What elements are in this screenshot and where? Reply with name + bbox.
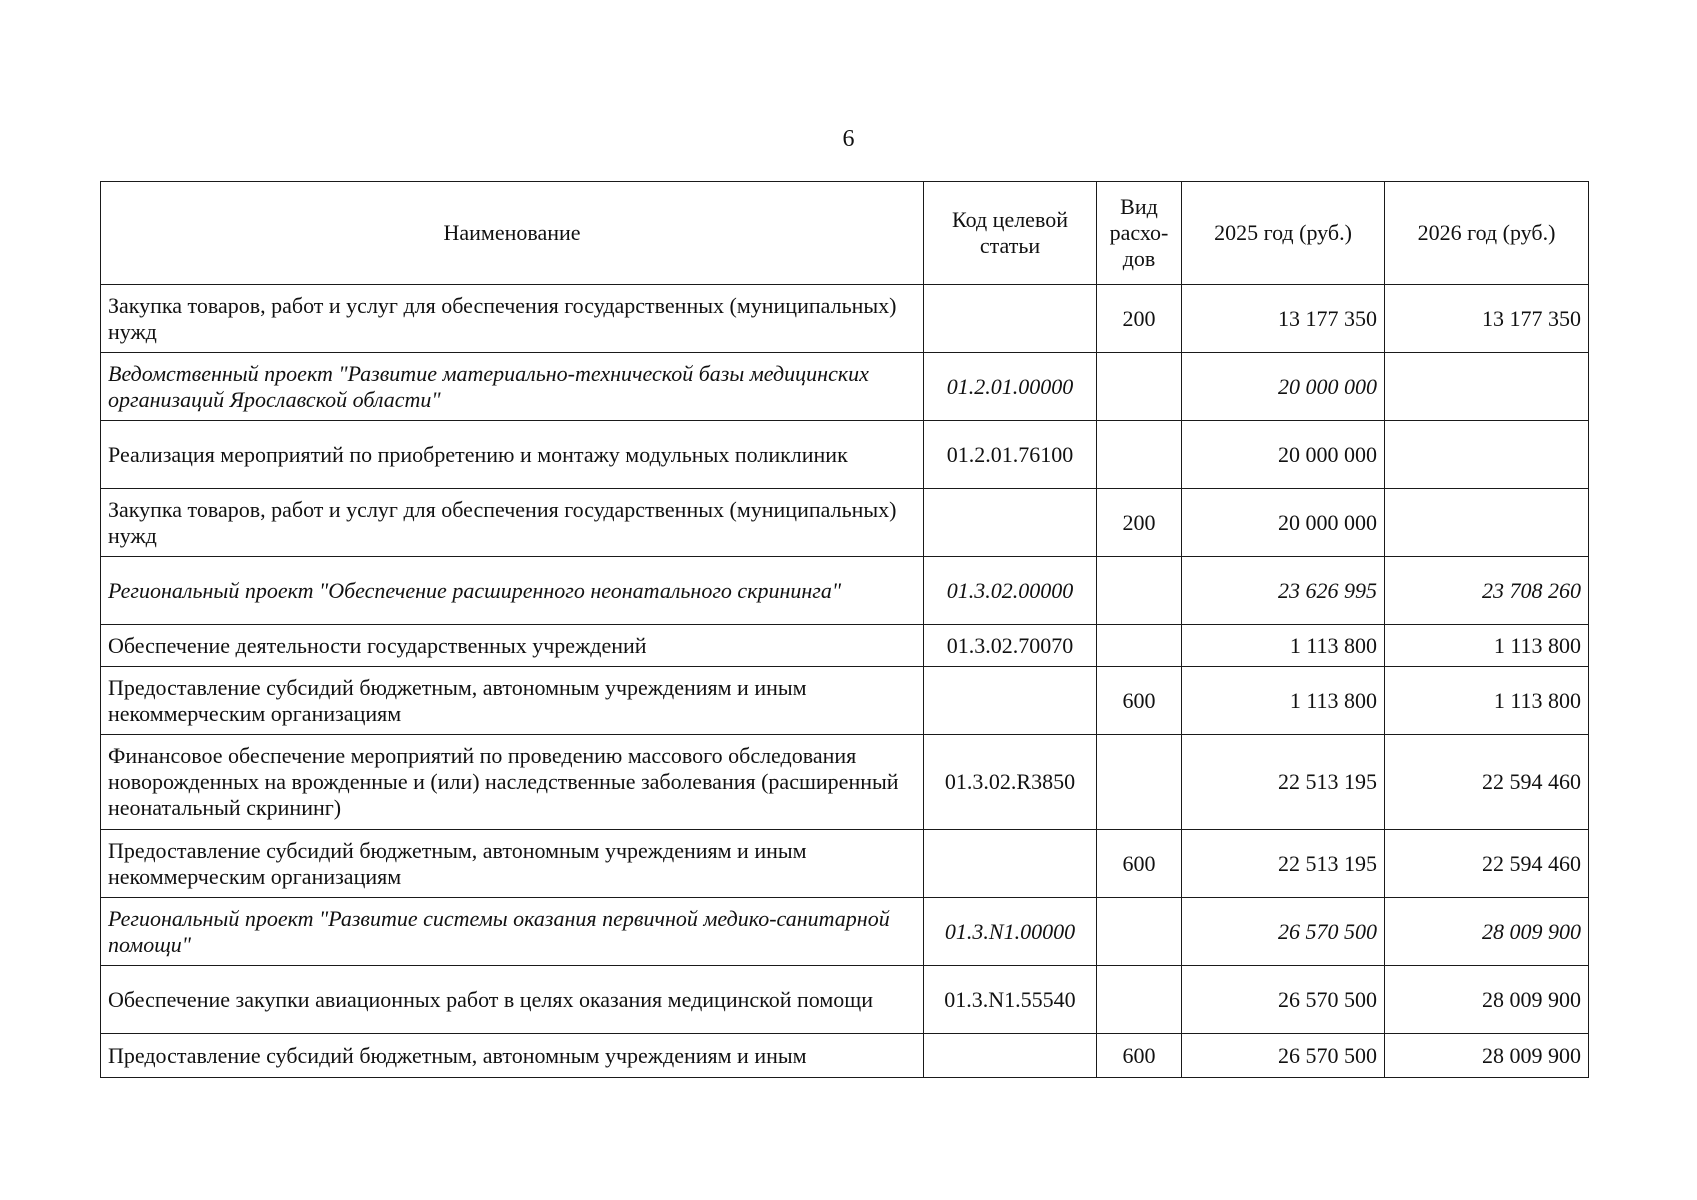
- header-kind: Вид расхо-дов: [1097, 182, 1182, 285]
- row-2026-cell: 13 177 350: [1385, 285, 1589, 353]
- row-kind-cell: 600: [1097, 1034, 1182, 1078]
- row-name-cell: Обеспечение деятельности государственных учреждений: [101, 625, 924, 667]
- table-row: [101, 966, 1589, 1034]
- row-kind-cell: 200: [1097, 285, 1182, 353]
- row-name-cell: Обеспечение закупки авиационных работ в целях оказания медицинской помощи: [101, 966, 924, 1034]
- row-2026-cell: 28 009 900: [1385, 1034, 1589, 1078]
- page-number: 6: [842, 126, 855, 152]
- budget-table: [100, 181, 1589, 1078]
- table-row: [101, 625, 1589, 667]
- row-2025-cell: 26 570 500: [1182, 966, 1385, 1034]
- row-2025-cell: 20 000 000: [1182, 421, 1385, 489]
- table-row: [101, 557, 1589, 625]
- row-kind-cell: [1097, 735, 1182, 830]
- row-name-cell: Предоставление субсидий бюджетным, автономным учреждениям и иным некоммерческим организациям: [101, 830, 924, 898]
- table-row: [101, 830, 1589, 898]
- row-2025-cell: 20 000 000: [1182, 353, 1385, 421]
- row-2025-cell: 23 626 995: [1182, 557, 1385, 625]
- row-2025-cell: 20 000 000: [1182, 489, 1385, 557]
- table-header-row: [101, 182, 1589, 285]
- row-kind-cell: 600: [1097, 667, 1182, 735]
- row-name-cell: Финансовое обеспечение мероприятий по проведению массового обследования новорожденных на врожденные и (или) наследственные заболевания (расширенный неонатальный скрининг): [101, 735, 924, 830]
- row-code-cell: [924, 1034, 1097, 1078]
- header-code: Код целевой статьи: [924, 182, 1097, 285]
- row-kind-cell: [1097, 557, 1182, 625]
- row-2026-cell: 1 113 800: [1385, 667, 1589, 735]
- row-2026-cell: 22 594 460: [1385, 830, 1589, 898]
- row-name-cell: Реализация мероприятий по приобретению и монтажу модульных поликлиник: [101, 421, 924, 489]
- row-2025-cell: 1 113 800: [1182, 667, 1385, 735]
- row-name-cell: Закупка товаров, работ и услуг для обеспечения государственных (муниципальных) нужд: [101, 285, 924, 353]
- row-name-cell: Региональный проект "Обеспечение расширенного неонатального скрининга": [101, 557, 924, 625]
- row-2026-cell: [1385, 489, 1589, 557]
- row-kind-cell: 200: [1097, 489, 1182, 557]
- row-code-cell: [924, 667, 1097, 735]
- table-row: [101, 489, 1589, 557]
- table-row: [101, 285, 1589, 353]
- row-code-cell: 01.3.N1.55540: [924, 966, 1097, 1034]
- row-2026-cell: [1385, 421, 1589, 489]
- row-code-cell: 01.3.02.R3850: [924, 735, 1097, 830]
- row-code-cell: [924, 489, 1097, 557]
- row-2025-cell: 26 570 500: [1182, 898, 1385, 966]
- row-2025-cell: 13 177 350: [1182, 285, 1385, 353]
- row-2026-cell: 23 708 260: [1385, 557, 1589, 625]
- row-kind-cell: [1097, 625, 1182, 667]
- row-name-cell: Ведомственный проект "Развитие материально-технической базы медицинских организаций Ярославской области": [101, 353, 924, 421]
- row-name-cell: Предоставление субсидий бюджетным, автономным учреждениям и иным некоммерческим организациям: [101, 667, 924, 735]
- row-name-cell: Региональный проект "Развитие системы оказания первичной медико-санитарной помощи": [101, 898, 924, 966]
- row-code-cell: 01.2.01.76100: [924, 421, 1097, 489]
- row-2026-cell: 28 009 900: [1385, 898, 1589, 966]
- row-kind-cell: [1097, 353, 1182, 421]
- table-row: [101, 353, 1589, 421]
- row-kind-cell: [1097, 898, 1182, 966]
- table-row: [101, 421, 1589, 489]
- row-code-cell: 01.3.02.70070: [924, 625, 1097, 667]
- row-name-cell: Закупка товаров, работ и услуг для обеспечения государственных (муниципальных) нужд: [101, 489, 924, 557]
- row-2025-cell: 22 513 195: [1182, 735, 1385, 830]
- table-row: [101, 898, 1589, 966]
- table-row: [101, 667, 1589, 735]
- row-name-cell: Предоставление субсидий бюджетным, автономным учреждениям и иным: [101, 1034, 924, 1078]
- row-2026-cell: 28 009 900: [1385, 966, 1589, 1034]
- table-row: [101, 735, 1589, 830]
- row-code-cell: 01.2.01.00000: [924, 353, 1097, 421]
- row-2026-cell: 1 113 800: [1385, 625, 1589, 667]
- table-body: [101, 285, 1589, 1078]
- row-2025-cell: 26 570 500: [1182, 1034, 1385, 1078]
- row-code-cell: [924, 830, 1097, 898]
- header-2026: 2026 год (руб.): [1385, 182, 1589, 285]
- row-kind-cell: 600: [1097, 830, 1182, 898]
- row-kind-cell: [1097, 966, 1182, 1034]
- header-2025: 2025 год (руб.): [1182, 182, 1385, 285]
- row-kind-cell: [1097, 421, 1182, 489]
- table-row: [101, 1034, 1589, 1078]
- row-2026-cell: 22 594 460: [1385, 735, 1589, 830]
- row-2025-cell: 22 513 195: [1182, 830, 1385, 898]
- row-code-cell: 01.3.N1.00000: [924, 898, 1097, 966]
- header-name: Наименование: [101, 182, 924, 285]
- row-code-cell: 01.3.02.00000: [924, 557, 1097, 625]
- row-code-cell: [924, 285, 1097, 353]
- row-2026-cell: [1385, 353, 1589, 421]
- row-2025-cell: 1 113 800: [1182, 625, 1385, 667]
